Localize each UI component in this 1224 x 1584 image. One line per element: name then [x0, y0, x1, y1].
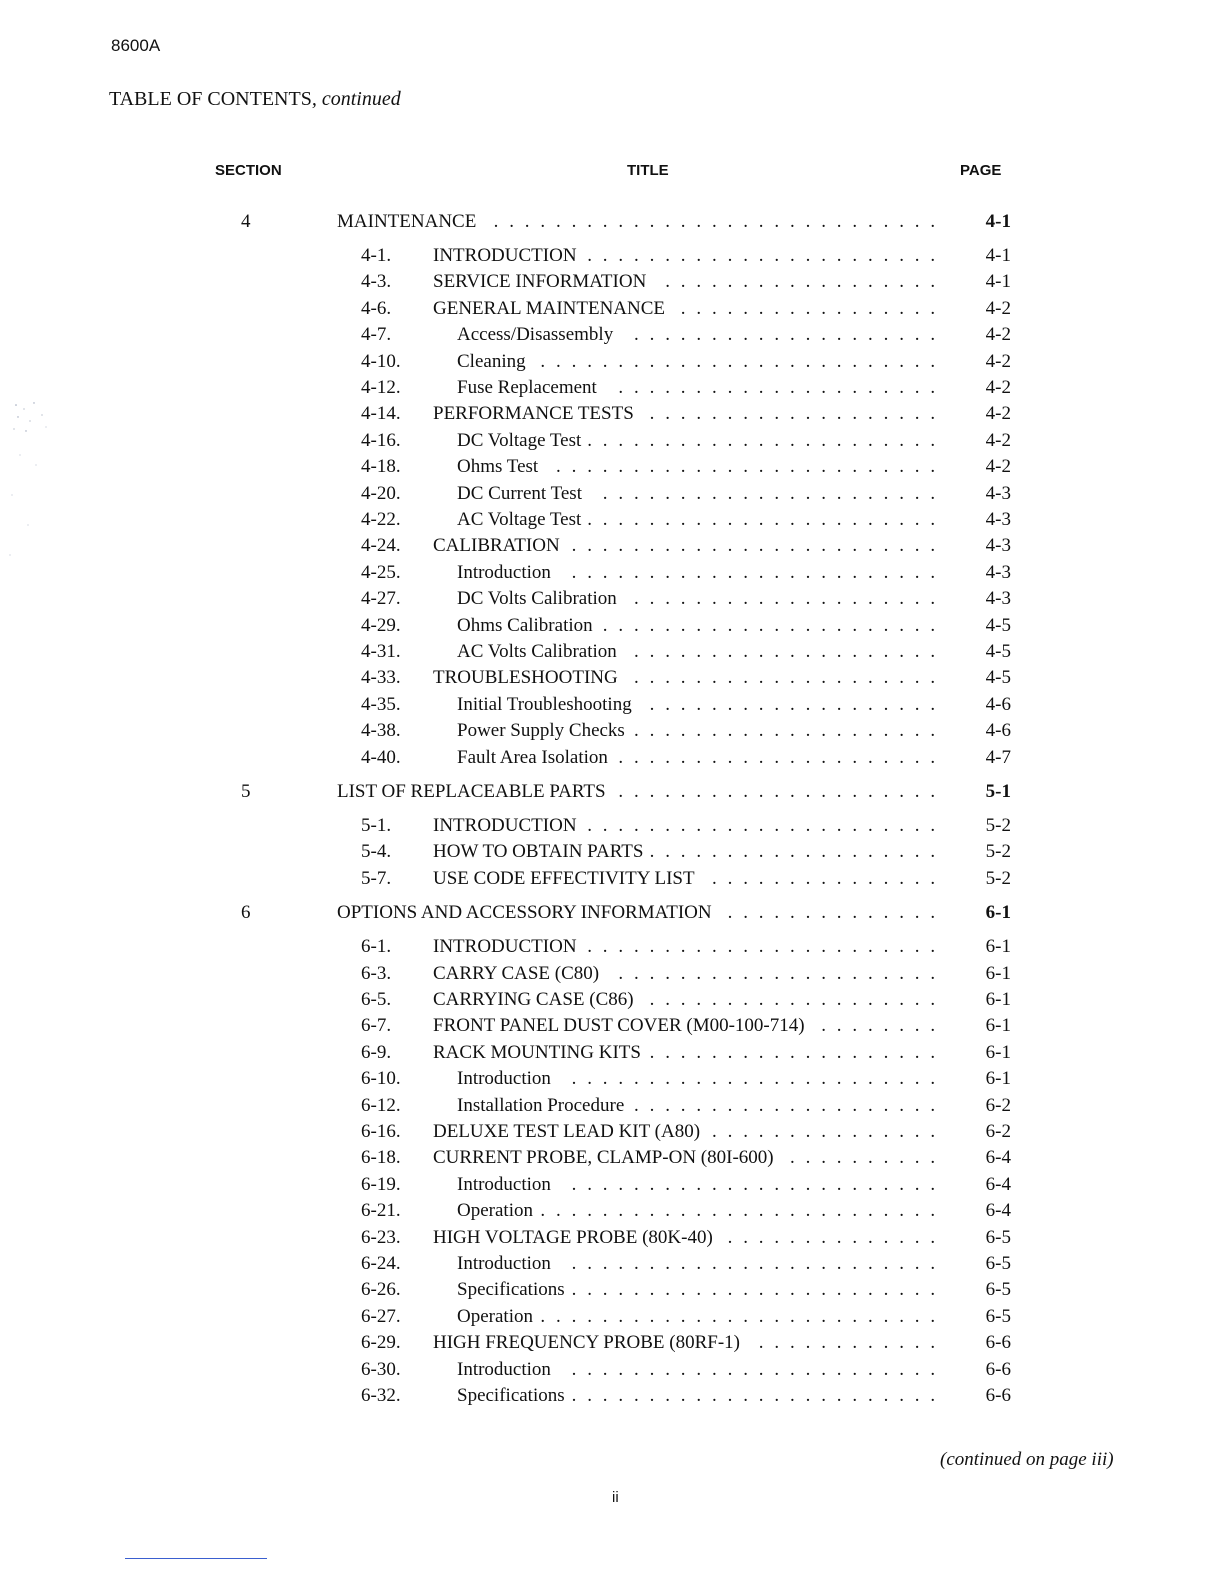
toc-entry-row: [0, 269, 1224, 295]
entry-title: Operation: [457, 1200, 533, 1222]
entry-title: CURRENT PROBE, CLAMP-ON (80I-600): [433, 1147, 774, 1169]
toc-entry-row: [0, 866, 1224, 892]
entry-title: CARRYING CASE (C86): [433, 989, 634, 1010]
entry-title: Introduction: [457, 561, 551, 583]
toc-entry-row: [0, 560, 1224, 586]
toc-entry-row: [0, 533, 1224, 559]
entry-title: Operation: [457, 1305, 533, 1327]
entry-page: 4-3: [985, 509, 1011, 530]
paragraph-number: 4-10.: [361, 350, 401, 372]
paragraph-number: 6-5.: [361, 989, 392, 1010]
entry-title: MAINTENANCE: [337, 211, 477, 232]
paragraph-number: 4-24.: [361, 535, 401, 557]
entry-page: 4-1: [985, 271, 1011, 293]
entry-page: 6-4: [985, 1200, 1011, 1222]
leader-dots: . . . . . . . . . . . . . . . . .: [680, 297, 936, 319]
section-number: 4: [241, 211, 251, 232]
toc-entry-row: [0, 1251, 1224, 1277]
entry-page: 4-2: [985, 456, 1011, 478]
toc-continued: , continued: [311, 88, 401, 110]
leader-dots: . . . . . . . . . . . . . . . . . . . .: [634, 641, 936, 662]
entry-title: LIST OF REPLACEABLE PARTS: [337, 781, 606, 802]
paragraph-number: 4-35.: [361, 693, 401, 715]
toc-entry-row: [0, 934, 1224, 960]
blue-rule: [125, 1558, 267, 1559]
entry-title: GENERAL MAINTENANCE: [433, 297, 666, 319]
entry-title: HIGH VOLTAGE PROBE (80K-40): [433, 1226, 713, 1248]
paragraph-number: 6-18.: [361, 1147, 401, 1169]
column-header-section: SECTION: [215, 162, 282, 179]
toc-entry-row: [0, 987, 1224, 1013]
entry-title: INTRODUCTION: [433, 245, 577, 266]
toc-entry-row: [0, 718, 1224, 744]
entry-page: 4-7: [985, 746, 1011, 768]
entry-title: RACK MOUNTING KITS: [433, 1041, 641, 1063]
entry-page: 6-1: [985, 936, 1011, 958]
leader-dots: . . . . . . . . . . . . . . . . . . . . . . .: [587, 509, 936, 530]
paragraph-number: 6-7.: [361, 1015, 392, 1037]
leader-dots: . . . . . . . . . . . . . . . . . . . . . . .: [587, 936, 936, 958]
paragraph-number: 6-19.: [361, 1173, 401, 1195]
entry-page: 4-2: [985, 429, 1011, 451]
entry-page: 6-6: [985, 1385, 1011, 1406]
entry-page: 5-2: [985, 867, 1011, 889]
toc-entry-row: [0, 586, 1224, 612]
toc-entry-row: [0, 243, 1224, 269]
entry-page: 4-3: [985, 535, 1011, 557]
leader-dots: . . . . . . . . . . . . . . . . . . . . . . . . . .: [540, 1305, 936, 1327]
entry-page: 6-4: [985, 1173, 1011, 1195]
toc-entry-row: [0, 1383, 1224, 1409]
entry-title: HOW TO OBTAIN PARTS: [433, 841, 644, 863]
leader-dots: . . . . . . . . . . . . . . . . . . . . .: [618, 746, 936, 768]
entry-page: 4-2: [985, 324, 1011, 346]
entry-title: Introduction: [457, 1173, 551, 1195]
entry-page: 4-6: [985, 693, 1011, 715]
entry-title: Ohms Calibration: [457, 614, 593, 636]
toc-entry-row: [0, 454, 1224, 480]
toc-entry-row: [0, 1198, 1224, 1224]
leader-dots: . . . . . . . . . . . . . . . . . . . . . . .: [587, 429, 936, 451]
paragraph-number: 4-20.: [361, 482, 401, 504]
toc-entry-row: [0, 322, 1224, 348]
leader-dots: . . . . . . . . . . . . . .: [727, 902, 936, 924]
entry-title: TROUBLESHOOTING: [433, 667, 618, 689]
entry-title: FRONT PANEL DUST COVER (M00-100-714): [433, 1015, 805, 1037]
entry-title: Initial Troubleshooting: [457, 693, 632, 715]
toc-entry-row: [0, 1145, 1224, 1171]
paragraph-number: 4-12.: [361, 377, 401, 398]
entry-title: Cleaning: [457, 350, 526, 372]
entry-page: 6-2: [985, 1094, 1011, 1116]
toc-entry-row: [0, 839, 1224, 865]
leader-dots: . . . . . . . . . . . . . . . . . . . . . .: [602, 614, 936, 636]
scan-speckle: [6, 395, 56, 565]
leader-dots: . . . . . . . . . . . . . . . . . . . . . . . .: [571, 535, 936, 557]
toc-entry-row: [0, 296, 1224, 322]
paragraph-number: 4-22.: [361, 509, 401, 530]
paragraph-number: 4-31.: [361, 641, 401, 662]
paragraph-number: 6-26.: [361, 1279, 401, 1301]
entry-page: 4-3: [985, 482, 1011, 504]
entry-page: 6-2: [985, 1121, 1011, 1142]
leader-dots: . . . . . . . . . . . . . . .: [712, 1121, 936, 1142]
entry-page: 4-2: [985, 403, 1011, 425]
entry-page: 4-3: [985, 561, 1011, 583]
paragraph-number: 6-23.: [361, 1226, 401, 1248]
paragraph-number: 5-4.: [361, 841, 392, 863]
paragraph-number: 6-30.: [361, 1358, 401, 1380]
paragraph-number: 6-21.: [361, 1200, 401, 1222]
leader-dots: . . . . . . . . . . . .: [758, 1332, 936, 1354]
leader-dots: . . . . . . . . . . . . . . . . . . .: [649, 1041, 936, 1063]
toc-entry-row: [0, 507, 1224, 533]
paragraph-number: 4-16.: [361, 429, 401, 451]
toc-entry-row: [0, 692, 1224, 718]
entry-page: 6-5: [985, 1253, 1011, 1274]
entry-page: 6-1: [985, 989, 1011, 1010]
toc-entry-row: [0, 813, 1224, 839]
section-number: 5: [241, 781, 251, 802]
leader-dots: . . . . . . . . . . . . . . . . . . . .: [634, 588, 936, 610]
leader-dots: . . . . . . . . . . . . . . . . . . . . . .: [602, 482, 936, 504]
column-header-page: PAGE: [960, 162, 1002, 179]
leader-dots: . . . . . . . . . . . . . . . . . . . . . . . .: [571, 1385, 936, 1406]
entry-title: Fault Area Isolation: [457, 746, 608, 768]
leader-dots: . . . . . . . . . . . . . . . . . . . . . . . . . . . . .: [493, 211, 936, 232]
entry-page: 4-5: [985, 667, 1011, 689]
paragraph-number: 6-9.: [361, 1041, 392, 1063]
paragraph-number: 4-38.: [361, 720, 401, 742]
entry-page: 6-1: [985, 1041, 1011, 1063]
toc-entry-row: [0, 1013, 1224, 1039]
toc-entry-row: [0, 1277, 1224, 1303]
column-header-title: TITLE: [627, 162, 669, 179]
entry-page: 4-6: [985, 720, 1011, 742]
entry-page: 4-1: [985, 245, 1011, 266]
toc-entry-row: [0, 1040, 1224, 1066]
toc-entry-row: [0, 349, 1224, 375]
paragraph-number: 4-18.: [361, 456, 401, 478]
leader-dots: . . . . . . . . . . . . . . . . . . . . .: [618, 962, 936, 984]
toc-section-row: [0, 900, 1224, 926]
toc-entry-row: [0, 1066, 1224, 1092]
paragraph-number: 6-32.: [361, 1385, 401, 1406]
leader-dots: . . . . . . . . . . . . . . . . . . . .: [634, 1094, 936, 1116]
toc-entry-row: [0, 961, 1224, 987]
entry-title: USE CODE EFFECTIVITY LIST: [433, 867, 695, 889]
continued-note: (continued on page iii): [940, 1449, 1114, 1470]
entry-title: CALIBRATION: [433, 535, 560, 557]
paragraph-number: 6-10.: [361, 1068, 401, 1090]
entry-title: DC Volts Calibration: [457, 588, 617, 610]
paragraph-number: 6-12.: [361, 1094, 401, 1116]
leader-dots: . . . . . . . . . . . . . . . . . . . . . . .: [587, 815, 936, 836]
paragraph-number: 4-14.: [361, 403, 401, 425]
leader-dots: . . . . . . . . . . . . . . . . . .: [665, 271, 936, 293]
leader-dots: . . . . . . . . . . . . . . . . . . . . . . .: [587, 245, 936, 266]
model-number: 8600A: [111, 36, 161, 55]
leader-dots: . . . . . . . . . . . . . . . . . . . . . . . .: [571, 1358, 936, 1380]
leader-dots: . . . . . . . . . . . . . . . . . . . .: [634, 720, 936, 742]
toc-entry-row: [0, 401, 1224, 427]
paragraph-number: 4-27.: [361, 588, 401, 610]
entry-page: 4-5: [985, 641, 1011, 662]
entry-page: 6-6: [985, 1358, 1011, 1380]
leader-dots: . . . . . . . . . . . . . . . . . . . . . . . .: [571, 1279, 936, 1301]
entry-page: 6-1: [985, 962, 1011, 984]
paragraph-number: 5-7.: [361, 867, 392, 889]
toc-entry-row: [0, 1172, 1224, 1198]
toc-entry-row: [0, 1304, 1224, 1330]
entry-page: 6-5: [985, 1226, 1011, 1248]
toc-entry-row: [0, 1330, 1224, 1356]
entry-title: Introduction: [457, 1358, 551, 1380]
paragraph-number: 6-1.: [361, 936, 392, 958]
toc-entry-row: [0, 665, 1224, 691]
entry-title: PERFORMANCE TESTS: [433, 403, 634, 425]
entry-title: AC Volts Calibration: [457, 641, 617, 662]
leader-dots: . . . . . . . . . . . . . . . . . . . . . . . . . .: [540, 1200, 936, 1222]
toc-entry-row: [0, 1119, 1224, 1145]
paragraph-number: 4-1.: [361, 245, 392, 266]
leader-dots: . . . . . . . . . . . . . . .: [712, 867, 936, 889]
leader-dots: . . . . . . . . . . . . . . . . . . . . . . . . .: [556, 456, 936, 478]
entry-title: DC Current Test: [457, 482, 582, 504]
entry-page: 5-1: [985, 781, 1011, 802]
toc-entry-row: [0, 375, 1224, 401]
leader-dots: . . . . . . . . . . . . . . . . . . . . . . . .: [571, 1253, 936, 1274]
toc-entry-row: [0, 428, 1224, 454]
paragraph-number: 6-16.: [361, 1121, 401, 1142]
leader-dots: . . . . . . . . . . . . . . . . . . . . . . . .: [571, 561, 936, 583]
leader-dots: . . . . . . . . . . . . . . . . . . . . .: [618, 377, 936, 398]
paragraph-number: 6-24.: [361, 1253, 401, 1274]
leader-dots: . . . . . . . . . . . . . . . . . . .: [649, 989, 936, 1010]
section-number: 6: [241, 902, 251, 924]
leader-dots: . . . . . . . . . . . . . .: [727, 1226, 936, 1248]
leader-dots: . . . . . . . . . . . . . . . . . . .: [649, 841, 936, 863]
paragraph-number: 4-33.: [361, 667, 401, 689]
entry-page: 4-5: [985, 614, 1011, 636]
entry-title: Installation Procedure: [457, 1094, 625, 1116]
entry-page: 4-2: [985, 350, 1011, 372]
entry-title: OPTIONS AND ACCESSORY INFORMATION: [337, 902, 712, 924]
leader-dots: . . . . . . . . . .: [790, 1147, 936, 1169]
paragraph-number: 6-3.: [361, 962, 392, 984]
paragraph-number: 4-6.: [361, 297, 392, 319]
entry-page: 5-2: [985, 815, 1011, 836]
paragraph-number: 5-1.: [361, 815, 392, 836]
entry-page: 5-2: [985, 841, 1011, 863]
leader-dots: . . . . . . . . . . . . . . . . . . . . . . . .: [571, 1068, 936, 1090]
toc-entry-row: [0, 639, 1224, 665]
entry-title: Specifications: [457, 1385, 565, 1406]
entry-page: 6-1: [985, 1068, 1011, 1090]
entry-title: Introduction: [457, 1068, 551, 1090]
entry-title: DC Voltage Test: [457, 429, 582, 451]
entry-title: CARRY CASE (C80): [433, 962, 600, 984]
entry-page: 6-4: [985, 1147, 1011, 1169]
toc-entry-row: [0, 481, 1224, 507]
entry-title: Ohms Test: [457, 456, 539, 478]
entry-page: 6-1: [985, 1015, 1011, 1037]
entry-page: 6-5: [985, 1305, 1011, 1327]
toc-title-text: TABLE OF CONTENTS: [109, 88, 312, 110]
entry-page: 6-1: [985, 902, 1011, 924]
paragraph-number: 6-29.: [361, 1332, 401, 1354]
toc-entry-row: [0, 745, 1224, 771]
entry-title: DELUXE TEST LEAD KIT (A80): [433, 1121, 701, 1142]
toc-entry-row: [0, 1225, 1224, 1251]
entry-title: Access/Disassembly: [457, 324, 614, 346]
entry-page: 4-3: [985, 588, 1011, 610]
entry-title: Specifications: [457, 1279, 565, 1301]
leader-dots: . . . . . . . . . . . . . . . . . . . .: [634, 667, 936, 689]
toc-section-row: [0, 209, 1224, 235]
leader-dots: . . . . . . . . . . . . . . . . . . . . . . . .: [571, 1173, 936, 1195]
entry-page: 4-1: [985, 211, 1011, 232]
entry-page: 4-2: [985, 377, 1011, 398]
paragraph-number: 4-3.: [361, 271, 392, 293]
entry-page: 6-6: [985, 1332, 1011, 1354]
entry-title: SERVICE INFORMATION: [433, 271, 647, 293]
toc-entry-row: [0, 1357, 1224, 1383]
paragraph-number: 4-40.: [361, 746, 401, 768]
paragraph-number: 6-27.: [361, 1305, 401, 1327]
paragraph-number: 4-29.: [361, 614, 401, 636]
entry-title: Power Supply Checks: [457, 720, 625, 742]
toc-section-row: [0, 779, 1224, 805]
paragraph-number: 4-7.: [361, 324, 392, 346]
toc-entry-row: [0, 613, 1224, 639]
entry-page: 6-5: [985, 1279, 1011, 1301]
entry-page: 4-2: [985, 297, 1011, 319]
leader-dots: . . . . . . . . . . . . . . . . . . . .: [634, 324, 936, 346]
leader-dots: . . . . . . . . . . . . . . . . . . . . . . . . . .: [540, 350, 936, 372]
leader-dots: . . . . . . . . . . . . . . . . . . .: [649, 403, 936, 425]
leader-dots: . . . . . . . . . . . . . . . . . . . . .: [618, 781, 936, 802]
entry-title: HIGH FREQUENCY PROBE (80RF-1): [433, 1332, 741, 1354]
leader-dots: . . . . . . . .: [821, 1015, 936, 1037]
paragraph-number: 4-25.: [361, 561, 401, 583]
entry-title: Introduction: [457, 1253, 551, 1274]
entry-title: INTRODUCTION: [433, 936, 577, 958]
page-number: ii: [612, 1489, 619, 1506]
entry-title: AC Voltage Test: [457, 509, 582, 530]
toc-entry-row: [0, 1093, 1224, 1119]
entry-title: Fuse Replacement: [457, 377, 597, 398]
entry-title: INTRODUCTION: [433, 815, 577, 836]
leader-dots: . . . . . . . . . . . . . . . . . . .: [649, 693, 936, 715]
page-title: [109, 88, 401, 111]
